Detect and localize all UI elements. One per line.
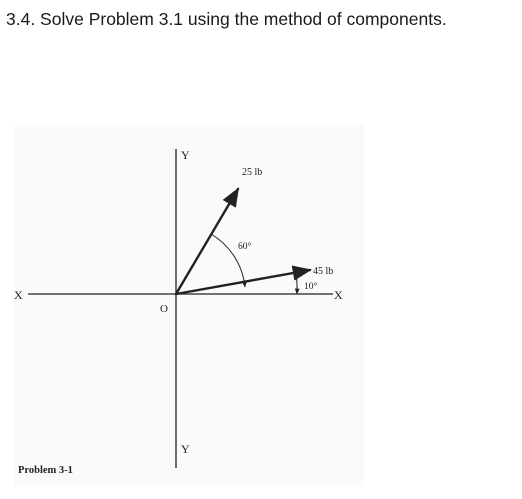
vector-45lb-label: 45 lb: [313, 266, 334, 277]
problem-statement: 3.4. Solve Problem 3.1 using the method of components.: [6, 9, 447, 29]
y-axis-label-bottom: Y: [181, 442, 190, 456]
x-axis-label-right: X: [334, 288, 343, 302]
angle-60-label: 60°: [238, 242, 252, 252]
figure-background: [14, 125, 364, 487]
figure-caption: Problem 3-1: [18, 465, 73, 476]
vector-25lb-label: 25 lb: [242, 167, 263, 178]
x-axis-label-left: X: [14, 288, 23, 302]
y-axis-label-top: Y: [181, 148, 190, 162]
origin-label: O: [160, 303, 168, 315]
angle-10-label: 10°: [304, 282, 318, 292]
